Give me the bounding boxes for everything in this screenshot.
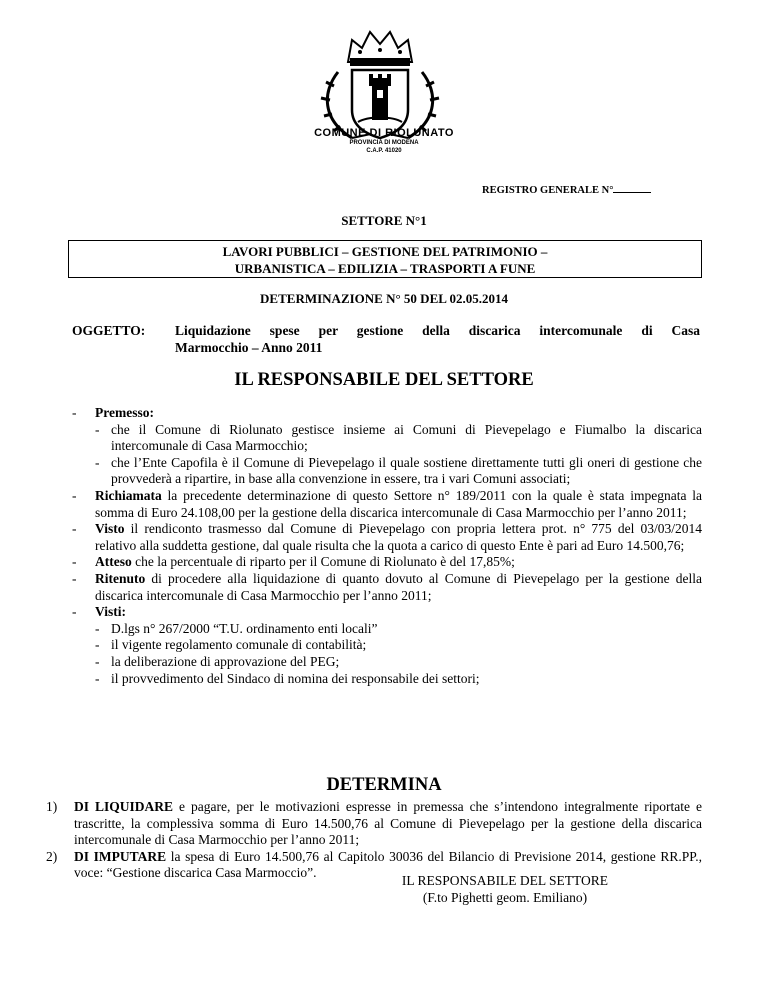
oggetto-label: OGGETTO:: [72, 323, 146, 338]
settore-description-box: [68, 240, 702, 278]
signature-block: [385, 872, 625, 906]
visto-section: - Visto il rendiconto trasmesso dal Comune di Pievepelago con propria lettera prot. n° 775 del 03/03/2014 relativo alla suddetta gestione, dal quale risulta che la quota a carico di questo Ente è pari ad Euro 14.500,76;: [72, 521, 702, 553]
determina-item: 1) DI LIQUIDARE e pagare, per le motivazioni espresse in premessa che s’intendono integralmente riportate e trascritte, la complessiva somma di Euro 14.500,76 al Comune di Pievepelago per la gestione della discarica intercomunale di Casa Marmocchio per l’anno 2011;: [46, 799, 702, 848]
list-item: - il vigente regolamento comunale di contabilità;: [95, 637, 367, 653]
signature-name: (F.to Pighetti geom. Emiliano): [422, 890, 588, 905]
cap-label: C.A.P. 41020: [366, 148, 402, 154]
registro-label: REGISTRO GENERALE N°: [482, 185, 614, 196]
ritenuto-section: - Ritenuto di procedere alla liquidazione di quanto dovuto al Comune di Pievepelago per la gestione della discarica intercomunale di Casa Marmocchio per l’anno 2011;: [72, 570, 702, 603]
registro-generale: [482, 182, 651, 196]
determina-list: [46, 799, 702, 882]
richiamata-section: - Richiamata la precedente determinazione di questo Settore n° 189/2011 con la quale è stata impegnata la somma di Euro 24.108,00 per la gestione della discarica intercomunale di Casa Marmocchio per l’anno 2011;: [72, 487, 702, 520]
list-item: - D.lgs n° 267/2000 “T.U. ordinamento enti locali”: [95, 620, 378, 636]
visti-section: - Visti: - D.lgs n° 267/2000 “T.U. ordinamento enti locali” - il vigente regolamento comunale di contabilità; - la deliberazione di approvazione del PEG; - il provvedimento del Sindaco di nomina dei responsabile dei settori;: [72, 604, 702, 687]
list-item: - la deliberazione di approvazione del PEG;: [95, 653, 340, 669]
visti-title: Visti:: [95, 604, 126, 620]
box-line-2: URBANISTICA – EDILIZIA – TRASPORTI A FUNE: [234, 261, 536, 276]
oggetto-line-1: Liquidazione spese per gestione della discarica intercomunale di Casa: [175, 323, 700, 338]
box-line-1: LAVORI PUBBLICI – GESTIONE DEL PATRIMONIO –: [222, 244, 548, 259]
comune-name: COMUNE DI RIOLUNATO: [314, 127, 454, 139]
oggetto-line-2: Marmocchio – Anno 2011: [175, 340, 323, 355]
settore-title: SETTORE N°1: [341, 213, 427, 228]
list-item: - che l’Ente Capofila è il Comune di Pievepelago il quale sostiene direttamente tutti gli oneri di gestione che provvederà a ripartire, in base alla convenzione in essere, tra i vari Comuni associati;: [95, 454, 702, 487]
premesso-section: - Premesso: - che il Comune di Riolunato gestisce insieme ai Comuni di Pievepelago e Fiumalbo la discarica intercomunale di Casa Marmocchio; - che l’Ente Capofila è il Comune di Pievepelago il quale sostiene direttamente tutti gli oneri di gestione che provvederà a ripartire, in base alla convenzione in essere, tra i vari Comuni associati;: [72, 405, 702, 487]
determina-heading: DETERMINA: [326, 775, 442, 795]
provincia-label: PROVINCIA DI MODENA: [349, 140, 419, 146]
premesso-title: Premesso:: [95, 405, 154, 420]
registro-blank: [613, 182, 651, 193]
responsabile-heading: IL RESPONSABILE DEL SETTORE: [234, 370, 534, 390]
list-item: - che il Comune di Riolunato gestisce insieme ai Comuni di Pievepelago e Fiumalbo la discarica intercomunale di Casa Marmocchio;: [95, 421, 702, 454]
atteso-section: - Atteso che la percentuale di riparto per il Comune di Riolunato è del 17,85%;: [72, 554, 515, 570]
premesse-body: [72, 405, 702, 687]
list-item: - il provvedimento del Sindaco di nomina dei responsabile dei settori;: [95, 670, 480, 686]
determinazione-title: DETERMINAZIONE N° 50 DEL 02.05.2014: [260, 291, 508, 306]
signature-title: IL RESPONSABILE DEL SETTORE: [401, 873, 609, 888]
determina-item: 2) DI IMPUTARE la spesa di Euro 14.500,76 al Capitolo 30036 del Bilancio di Previsione 2014, gestione RR.PP., voce: “Gestione discarica Casa Marmoccio”.: [46, 848, 703, 881]
